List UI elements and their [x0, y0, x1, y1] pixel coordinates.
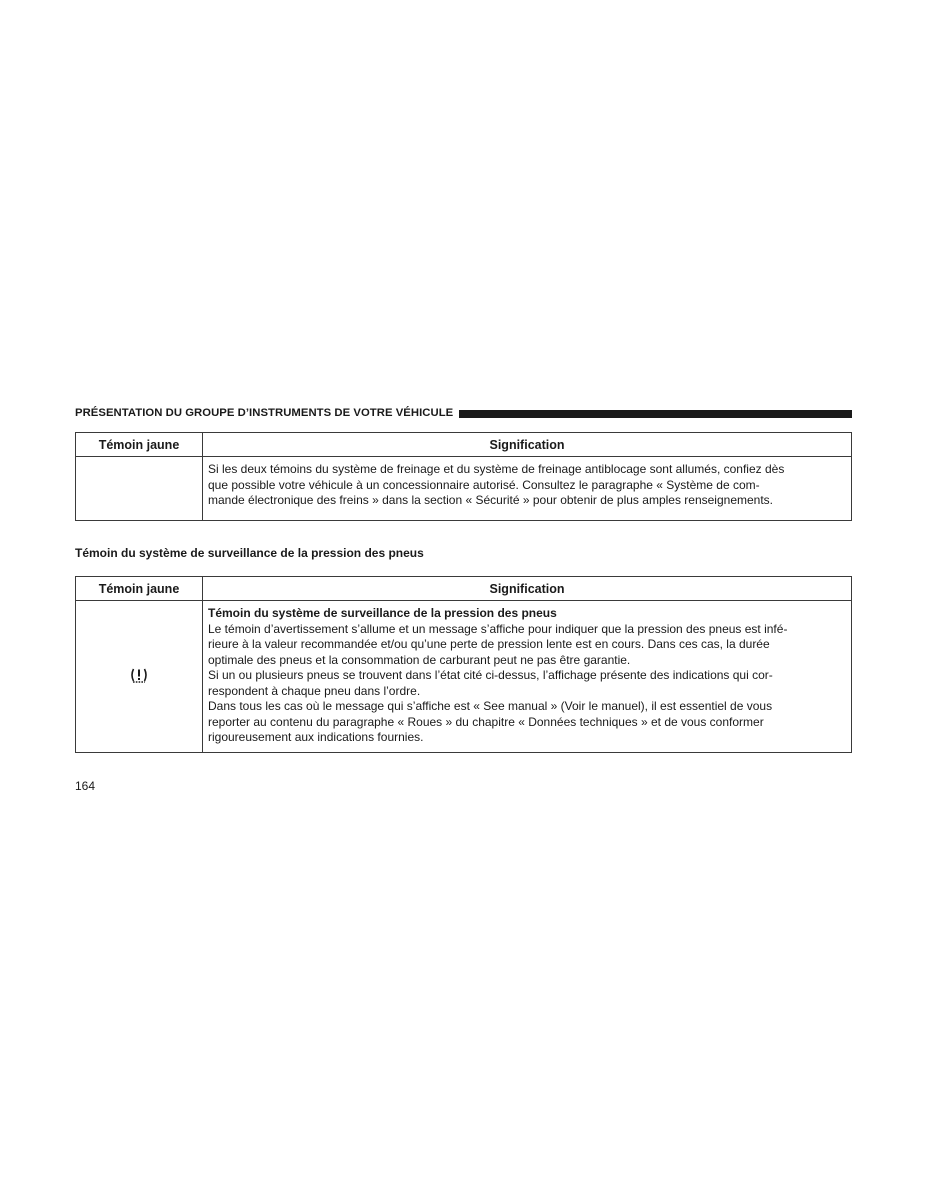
text-line: mande électronique des freins » dans la section « Sécurité » pour obtenir de plus amples renseignements. [208, 493, 774, 507]
brake-warning-table [75, 432, 852, 521]
table1-col1-header: Témoin jaune [76, 433, 203, 457]
section-header [75, 404, 852, 422]
table1-meaning-cell [203, 457, 852, 521]
meaning-title: Témoin du système de surveillance de la pression des pneus [208, 606, 557, 620]
text-line: que possible votre véhicule à un concessionnaire autorisé. Consultez le paragraphe « Système de com- [208, 477, 760, 492]
table2-icon-cell [76, 601, 203, 753]
tire-pressure-table [75, 576, 852, 753]
text-line: optimale des pneus et la consommation de carburant peut ne pas être garantie. [208, 652, 631, 667]
table-row [76, 601, 852, 753]
table2-meaning-cell [203, 601, 852, 753]
table1-empty-cell [76, 457, 203, 521]
table1-col2-header: Signification [203, 433, 852, 457]
header-rule [459, 410, 852, 418]
text-line: Dans tous les cas où le message qui s’affiche est « See manual » (Voir le manuel), il est essentiel de vous [208, 699, 773, 713]
text-line: rieure à la valeur recommandée et/ou qu’une perte de pression lente est en cours. Dans ces cas, la durée [208, 637, 770, 651]
table-row [76, 457, 852, 521]
text-line: Si les deux témoins du système de freinage et du système de freinage antiblocage sont allumés, confiez dès [208, 462, 785, 476]
text-line: Si un ou plusieurs pneus se trouvent dans l’état cité ci-dessus, l’affichage présente des indications qui cor- [208, 668, 773, 682]
section-header-title: PRÉSENTATION DU GROUPE D’INSTRUMENTS DE VOTRE VÉHICULE [75, 407, 454, 419]
section-title: Témoin du système de surveillance de la pression des pneus [75, 546, 424, 560]
text-line: Le témoin d’avertissement s’allume et un message s’affiche pour indiquer que la pression des pneus est infé- [208, 621, 788, 636]
text-line: reporter au contenu du paragraphe « Roues » du chapitre « Données techniques » et de vous conformer [208, 714, 764, 729]
table2-col2-header: Signification [203, 577, 852, 601]
page-number: 164 [75, 779, 96, 793]
text-line: respondent à chaque pneu dans l’ordre. [208, 683, 421, 698]
tire-pressure-warning-icon [129, 667, 149, 683]
table2-col1-header: Témoin jaune [76, 577, 203, 601]
text-line: rigoureusement aux indications fournies. [208, 730, 424, 744]
